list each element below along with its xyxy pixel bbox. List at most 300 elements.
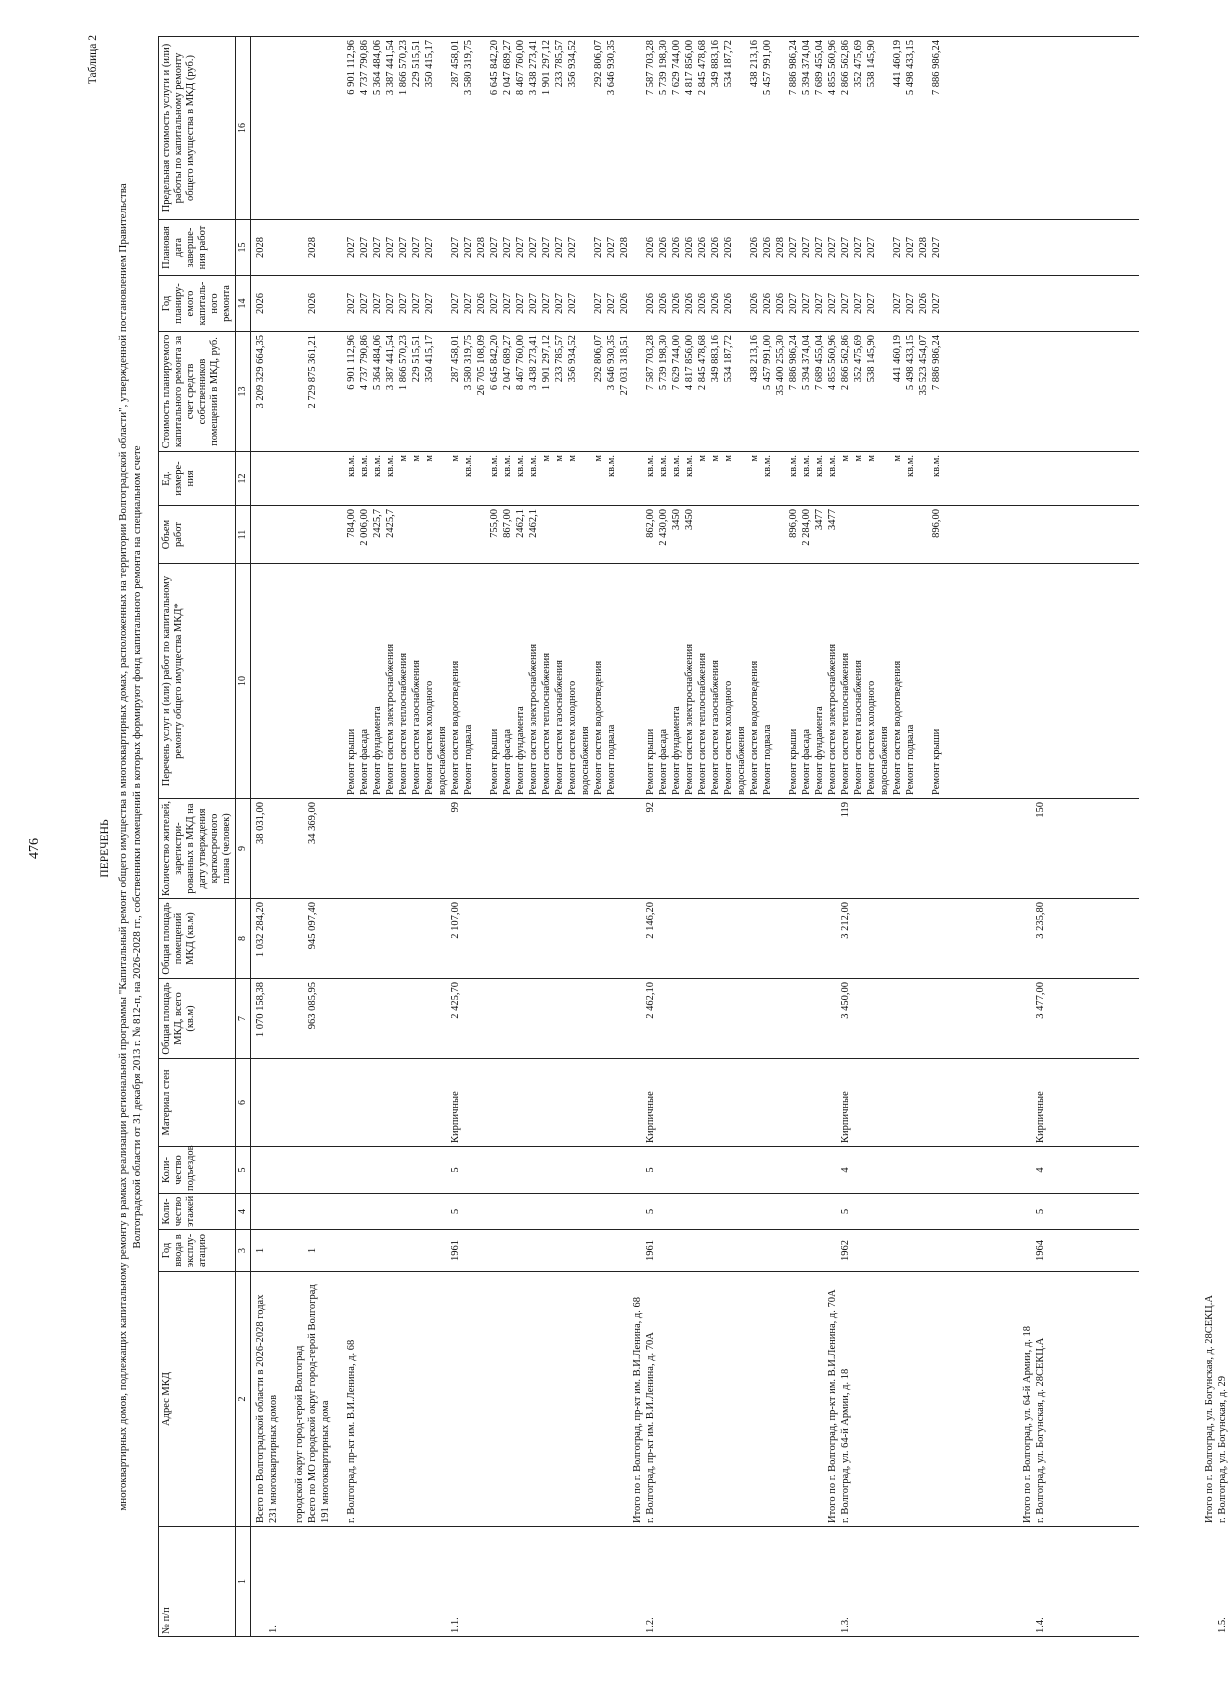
table-cell-text: 3 450,00 xyxy=(839,982,851,1019)
table-cell-text: 35 523 454,07 xyxy=(917,335,929,396)
table-cell-text: 7 689 455,04 xyxy=(813,40,825,96)
table-cell-text: 5 xyxy=(644,1167,656,1173)
table-cell-text: 755,00 xyxy=(488,509,500,538)
table-cell-text: 3 438 273,41 xyxy=(527,335,539,391)
table-cell-text: 229 515,51 xyxy=(410,335,422,383)
column-total-area xyxy=(250,979,1139,1059)
document-title: ПЕРЕЧЕНЬ xyxy=(99,819,111,878)
table-cell-text: 7 587 703,28 xyxy=(644,335,656,391)
table-cell-text: г. Волгоград, ул. Богунская, д. 29 xyxy=(1216,1376,1228,1523)
table-cell-text: 2026 xyxy=(748,237,760,258)
table-cell-text: 1 032 284,20 xyxy=(254,902,266,958)
table-cell-text: 2027 xyxy=(462,293,474,314)
table-cell-text: 99 xyxy=(449,802,461,813)
table-cell-text: 1961 xyxy=(644,1240,656,1261)
column-number: 7 xyxy=(236,979,251,1059)
column-number: 5 xyxy=(236,1147,251,1194)
column-volume xyxy=(250,506,1139,564)
table-cell-text: Всего по Волгоградской области в 2026-2028 годах xyxy=(254,1294,266,1523)
table-cell-text: 2027 xyxy=(384,237,396,258)
table-cell-text: 7 886 986,24 xyxy=(930,40,942,96)
header-cell-volume: Объем работ xyxy=(159,506,236,564)
table-cell-text: 5 xyxy=(644,1208,656,1215)
table-cell-text: Ремонт систем газоснабжения xyxy=(410,660,422,795)
table-cell-text: 5 739 198,30 xyxy=(657,40,669,96)
table-cell-text: 2026 xyxy=(306,293,318,314)
table-cell-text: кв.м. xyxy=(384,455,396,477)
table-cell-text: 2027 xyxy=(358,293,370,314)
table-cell-text: Ремонт подвала xyxy=(761,724,773,795)
table-cell-text: Ремонт систем теплоснабжения xyxy=(397,652,409,795)
table-cell-text: кв.м. xyxy=(501,455,513,477)
table-cell-text: 3450 xyxy=(683,509,695,530)
table-cell-text: 2027 xyxy=(605,237,617,258)
table-cell-text: 2 866 562,86 xyxy=(839,40,851,96)
table-cell-text: 2027 xyxy=(930,237,942,258)
table-cell-text: 352 475,69 xyxy=(852,40,864,88)
table-cell-text: 2026 xyxy=(618,293,630,314)
table-cell-text: 8 467 760,00 xyxy=(514,40,526,96)
table-cell-text: м xyxy=(852,455,864,462)
table-cell-text: м xyxy=(865,455,877,462)
table-cell-text: 2 462,10 xyxy=(644,982,656,1019)
table-cell-text: 8 467 760,00 xyxy=(514,335,526,391)
table-cell-text: 191 многоквартирных дома xyxy=(319,1400,331,1523)
table-cell-text: 3 387 441,54 xyxy=(384,40,396,96)
table-cell-text: Ремонт систем холодного xyxy=(423,680,435,795)
table-cell-text: 2027 xyxy=(891,293,903,314)
table-cell-text: 438 213,16 xyxy=(748,40,760,88)
table-cell-text: 2 006,00 xyxy=(358,509,370,546)
column-residents xyxy=(250,799,1139,899)
table-cell-text: 2026 xyxy=(761,293,773,314)
table-cell-text: 3477 xyxy=(826,509,838,530)
table-cell-text: 3 477,00 xyxy=(1034,982,1046,1019)
table-cell-text: 2027 xyxy=(527,293,539,314)
table-cell-text: Ремонт фундамента xyxy=(813,706,825,795)
table-cell-text: 2027 xyxy=(514,293,526,314)
table-cell-text: 2028 xyxy=(306,237,318,258)
table-cell-text: 2027 xyxy=(930,293,942,314)
table-cell-text: 2027 xyxy=(371,237,383,258)
table-cell-text: 6 901 112,96 xyxy=(345,40,357,95)
table-cell-text: м xyxy=(592,455,604,462)
table-cell-text: 2028 xyxy=(254,237,266,258)
table-cell-text: городской округ город-герой Волгоград xyxy=(293,1345,305,1523)
table-cell-text: 5 xyxy=(839,1208,851,1215)
table-cell-text: 534 187,72 xyxy=(722,40,734,88)
header-cell-unit: Ед. измере-ния xyxy=(159,452,236,506)
table-cell-text: Итого по г. Волгоград, пр-кт им. В.И.Ленина, д. 68 xyxy=(631,1297,643,1523)
table-cell-text: 2027 xyxy=(800,237,812,258)
table-cell-text: кв.м. xyxy=(605,455,617,477)
table-cell-text: 233 785,57 xyxy=(553,335,565,383)
table-cell-text: 34 369,00 xyxy=(306,802,318,844)
table-cell-text: кв.м. xyxy=(761,455,773,477)
table-cell-text: 350 415,17 xyxy=(423,40,435,88)
table-cell-text: Кирпичные xyxy=(839,1091,851,1143)
table-cell-text: Ремонт фасада xyxy=(501,728,513,795)
table-cell-text: 2 729 875 361,21 xyxy=(306,335,318,409)
column-end-date xyxy=(250,220,1139,276)
table-cell-text: 2028 xyxy=(475,237,487,258)
table-cell-text: 3 438 273,41 xyxy=(527,40,539,96)
table-cell-text: 534 187,72 xyxy=(722,335,734,383)
table-cell-text: м xyxy=(696,455,708,462)
table-cell-text: 2027 xyxy=(826,293,838,314)
table-cell-text: 438 213,16 xyxy=(748,335,760,383)
table-cell-text: Ремонт систем холодного xyxy=(566,680,578,795)
table-cell-text: Кирпичные xyxy=(1034,1091,1046,1143)
table-cell-text: 2026 xyxy=(475,293,487,314)
table-cell-text: 2028 xyxy=(774,237,786,258)
column-number: 6 xyxy=(236,1059,251,1147)
table-cell-text: 287 458,01 xyxy=(449,335,461,383)
table-cell-text: 2 845 478,68 xyxy=(696,40,708,96)
header-cell-num: № п/п xyxy=(159,1527,236,1637)
table-cell-text: м xyxy=(891,455,903,462)
table-cell-text: 4 737 790,86 xyxy=(358,335,370,391)
table-cell-text: кв.м. xyxy=(345,455,357,477)
table-cell-text: 2027 xyxy=(553,293,565,314)
column-floors xyxy=(250,1194,1139,1230)
table-cell-text: м xyxy=(566,455,578,462)
table-cell-text: м xyxy=(553,455,565,462)
header-cell-end-date: Плановая дата заверше-ния работ xyxy=(159,220,236,276)
table-cell-text: 2 866 562,86 xyxy=(839,335,851,391)
table-cell-text: 1 866 570,23 xyxy=(397,40,409,96)
table-cell-text: 5 364 484,06 xyxy=(371,335,383,391)
table-cell-text: 35 400 255,30 xyxy=(774,335,786,396)
table-body-row xyxy=(250,37,1139,1637)
table-cell-text: 538 145,90 xyxy=(865,335,877,383)
table-cell-text: 356 934,52 xyxy=(566,40,578,88)
mkd-list-table xyxy=(158,36,1228,1637)
table-cell-text: 92 xyxy=(644,802,656,813)
table-cell-text: 2026 xyxy=(644,293,656,314)
column-num xyxy=(250,1527,1228,1637)
table-cell-text: Кирпичные xyxy=(449,1091,461,1143)
table-cell-text: м xyxy=(709,455,721,462)
document-subtitle-line-2: Волгоградской области от 31 декабря 2013 г. № 812-п, на 2026-2028 гг., собственники помещений в которых формируют фонд капитального ремонта на специальном счете xyxy=(131,445,143,1249)
table-cell-text: Ремонт фасада xyxy=(800,728,812,795)
table-cell-text: 2026 xyxy=(722,237,734,258)
table-cell-text: Ремонт подвала xyxy=(462,724,474,795)
table-cell-text: 945 097,40 xyxy=(306,902,318,950)
table-cell-text: 2027 xyxy=(501,293,513,314)
table-cell-text: 4 855 560,96 xyxy=(826,40,838,96)
table-cell-text: 2027 xyxy=(813,293,825,314)
header-cell-cost: Стоимость планируемого капитального ремонта за счет средств собственников помещений в МКД, руб. xyxy=(159,332,236,452)
table-cell-text: 2027 xyxy=(345,293,357,314)
table-cell-text: 2027 xyxy=(449,237,461,258)
table-cell-text: г. Волгоград, ул. Богунская, д. 28СЕКЦ.А xyxy=(1034,1337,1046,1523)
table-cell-text: 2026 xyxy=(696,237,708,258)
table-cell-text: 2026 xyxy=(748,293,760,314)
table-cell-text: 2 047 689,27 xyxy=(501,335,513,391)
column-number-row xyxy=(236,37,251,1637)
table-cell-text: 1 901 297,12 xyxy=(540,335,552,391)
table-cell-text: кв.м. xyxy=(904,455,916,477)
table-cell-text: 2027 xyxy=(566,293,578,314)
column-number: 8 xyxy=(236,899,251,979)
table-cell-text: 6 645 842,20 xyxy=(488,40,500,96)
table-cell-text: 2027 xyxy=(852,293,864,314)
table-cell-text: Ремонт крыши xyxy=(488,728,500,795)
table-cell-text: 6 901 112,96 xyxy=(345,335,357,390)
column-number: 4 xyxy=(236,1194,251,1230)
table-cell-text: 7 689 455,04 xyxy=(813,335,825,391)
table-cell-text: 2028 xyxy=(618,237,630,258)
table-cell-text: Ремонт систем газоснабжения xyxy=(553,660,565,795)
table-cell-text: 2027 xyxy=(514,237,526,258)
column-number: 1 xyxy=(236,1527,251,1637)
column-address xyxy=(250,1272,1228,1527)
table-cell-text: 5 498 433,15 xyxy=(904,335,916,391)
table-cell-text: Ремонт систем электроснабжения xyxy=(527,643,539,795)
table-cell-text: 1.5. xyxy=(1216,1617,1228,1633)
column-number: 3 xyxy=(236,1230,251,1272)
column-number: 15 xyxy=(236,220,251,276)
table-cell-text: 7 886 986,24 xyxy=(787,335,799,391)
table-cell-text: 896,00 xyxy=(930,509,942,538)
page-number: 476 xyxy=(27,838,42,859)
column-year xyxy=(250,1230,1139,1272)
table-cell-text: 2 430,00 xyxy=(657,509,669,546)
column-entrances xyxy=(250,1147,1139,1194)
document-subtitle-line-1: многоквартирных домов, подлежащих капитальному ремонту в рамках реализации региональной программы "Капитальный ремонт общего имущества в многоквартирных домах, расположенных на территории Волгоградской области", утвержденной постановлением Правительства xyxy=(117,183,129,1511)
table-cell-text: 2026 xyxy=(657,237,669,258)
table-cell-text: м xyxy=(423,455,435,462)
table-cell-text: 2027 xyxy=(371,293,383,314)
table-cell-text: 2027 xyxy=(345,237,357,258)
table-cell-text: кв.м. xyxy=(683,455,695,477)
table-cell-text: Ремонт систем теплоснабжения xyxy=(696,652,708,795)
table-cell-text: 7 886 986,24 xyxy=(787,40,799,96)
table-cell-text: 2027 xyxy=(839,293,851,314)
table-cell-text: кв.м. xyxy=(644,455,656,477)
table-cell-text: Ремонт подвала xyxy=(904,724,916,795)
table-cell-text: 1964 xyxy=(1034,1240,1046,1261)
table-cell-text: м xyxy=(540,455,552,462)
table-cell-text: 2026 xyxy=(683,237,695,258)
header-cell-year: Год ввода в эксплу-атацию xyxy=(159,1230,236,1272)
table-cell-text: 5 498 433,15 xyxy=(904,40,916,96)
table-cell-text: Ремонт систем водоотведения xyxy=(891,660,903,795)
column-max-cost xyxy=(250,37,1139,220)
column-number: 14 xyxy=(236,276,251,332)
table-label: Таблица 2 xyxy=(87,35,99,85)
table-cell-text: 4 817 856,00 xyxy=(683,335,695,391)
table-cell-text: 7 629 744,00 xyxy=(670,335,682,391)
table-cell-text: 867,00 xyxy=(501,509,513,538)
table-cell-text: кв.м. xyxy=(826,455,838,477)
table-cell-text: 2026 xyxy=(917,293,929,314)
table-cell-text: 3 646 930,35 xyxy=(605,40,617,96)
header-cell-address: Адрес МКД xyxy=(159,1272,236,1527)
table-cell-text: 4 xyxy=(1034,1167,1046,1173)
table-cell-text: Ремонт крыши xyxy=(644,728,656,795)
table-cell-text: 2027 xyxy=(592,237,604,258)
table-cell-text: водоснабжения xyxy=(579,726,591,795)
table-cell-text: 1 xyxy=(254,1247,266,1254)
table-cell-text: 2027 xyxy=(787,237,799,258)
table-cell-text: 538 145,90 xyxy=(865,40,877,88)
table-cell-text: 2 425,70 xyxy=(449,982,461,1019)
table-cell-text: 1.2. xyxy=(644,1617,656,1633)
table-cell-text: кв.м. xyxy=(787,455,799,477)
table-cell-text: 2027 xyxy=(410,237,422,258)
table-cell-text: 3 580 319,75 xyxy=(462,40,474,96)
column-repair-year xyxy=(250,276,1139,332)
header-cell-wall-material: Материал стен xyxy=(159,1059,236,1147)
table-cell-text: м xyxy=(397,455,409,462)
table-cell-text: 233 785,57 xyxy=(553,40,565,88)
table-cell-text: 2425,7 xyxy=(371,509,383,538)
table-cell-text: 2027 xyxy=(410,293,422,314)
table-cell-text: 2027 xyxy=(462,237,474,258)
table-cell-text: Ремонт фасада xyxy=(358,728,370,795)
header-cell-entrances: Коли-чество подъездов xyxy=(159,1147,236,1194)
table-cell-text: 1 070 158,38 xyxy=(254,982,266,1038)
table-cell-text: Ремонт подвала xyxy=(605,724,617,795)
table-cell-text: 2026 xyxy=(670,293,682,314)
table-cell-text: 2027 xyxy=(488,293,500,314)
table-cell-text: кв.м. xyxy=(514,455,526,477)
table-cell-text: г. Волгоград, пр-кт им. В.И.Ленина, д. 68 xyxy=(345,1339,357,1523)
table-cell-text: 2027 xyxy=(501,237,513,258)
header-cell-total-area: Общая площадь МКД, всего (кв.м) xyxy=(159,979,236,1059)
table-cell-text: Итого по г. Волгоград, ул. Богунская, д. 28СЕКЦ.А xyxy=(1203,1295,1215,1523)
table-cell-text: 784,00 xyxy=(345,509,357,538)
table-cell-text: 2026 xyxy=(709,293,721,314)
table-cell-text: 349 883,16 xyxy=(709,40,721,88)
table-cell-text: Ремонт систем электроснабжения xyxy=(826,643,838,795)
table-cell-text: Ремонт фундамента xyxy=(670,706,682,795)
table-cell-text: 2026 xyxy=(761,237,773,258)
table-cell-text: 3 209 329 664,35 xyxy=(254,335,266,409)
table-cell-text: 2425,7 xyxy=(384,509,396,538)
table-cell-text: 2027 xyxy=(397,293,409,314)
table-cell-text: 7 886 986,24 xyxy=(930,335,942,391)
header-cell-floors: Коли-чество этажей xyxy=(159,1194,236,1230)
table-cell-text: 352 475,69 xyxy=(852,335,864,383)
table-cell-text: Кирпичные xyxy=(644,1091,656,1143)
column-unit xyxy=(250,452,1139,506)
table-cell-text: 2027 xyxy=(865,293,877,314)
column-works xyxy=(250,564,1139,799)
table-cell-text: водоснабжения xyxy=(735,726,747,795)
table-cell-text: 2 047 689,27 xyxy=(501,40,513,96)
table-cell-text: 7 629 744,00 xyxy=(670,40,682,96)
table-cell-text: 3 580 319,75 xyxy=(462,335,474,391)
table-cell-text: г. Волгоград, ул. 64-й Армии, д. 18 xyxy=(839,1368,851,1523)
table-cell-text: 3477 xyxy=(813,509,825,530)
table-cell-text: Ремонт крыши xyxy=(787,728,799,795)
header-cell-max-cost: Предельная стоимость услуги и (или) работы по капитальному ремонту общего имущества в МКД (руб.) xyxy=(159,37,236,220)
table-cell-text: 1. xyxy=(267,1625,279,1633)
table-cell-text: 2026 xyxy=(696,293,708,314)
table-cell-text: 5 xyxy=(449,1167,461,1173)
table-cell-text: Ремонт крыши xyxy=(345,728,357,795)
table-cell-text: 4 737 790,86 xyxy=(358,40,370,96)
table-cell-text: 2026 xyxy=(722,293,734,314)
table-cell-text: 963 085,95 xyxy=(306,982,318,1030)
table-cell-text: 1.1. xyxy=(449,1617,461,1633)
column-wall-material xyxy=(250,1059,1139,1147)
table-cell-text: 1962 xyxy=(839,1240,851,1261)
table-cell-text: 2027 xyxy=(826,237,838,258)
table-cell-text: Ремонт систем электроснабжения xyxy=(384,643,396,795)
table-cell-text: 2027 xyxy=(540,293,552,314)
table-cell-text: 2027 xyxy=(553,237,565,258)
table-cell-text: 2027 xyxy=(865,237,877,258)
column-number: 13 xyxy=(236,332,251,452)
table-cell-text: м xyxy=(449,455,461,462)
table-cell-text: Ремонт фундамента xyxy=(371,706,383,795)
table-cell-text: 2 107,00 xyxy=(449,902,461,939)
table-cell-text: 5 364 484,06 xyxy=(371,40,383,96)
table-cell-text: м xyxy=(748,455,760,462)
table-cell-text: 2027 xyxy=(488,237,500,258)
table-cell-text: 2027 xyxy=(800,293,812,314)
table-cell-text: м xyxy=(722,455,734,462)
table-cell-text: 6 645 842,20 xyxy=(488,335,500,391)
column-cost xyxy=(250,332,1139,452)
table-cell-text: 896,00 xyxy=(787,509,799,538)
table-cell-text: 5 xyxy=(1034,1208,1046,1215)
table-cell-text: кв.м. xyxy=(670,455,682,477)
table-cell-text: 4 817 856,00 xyxy=(683,40,695,96)
table-cell-text: 2027 xyxy=(449,293,461,314)
table-cell-text: кв.м. xyxy=(358,455,370,477)
table-cell-text: 287 458,01 xyxy=(449,40,461,88)
table-cell-text: 2028 xyxy=(917,237,929,258)
table-cell-text: 2027 xyxy=(839,237,851,258)
table-cell-text: 2027 xyxy=(423,237,435,258)
table-cell-text: Ремонт систем электроснабжения xyxy=(683,643,695,795)
table-cell-text: 2026 xyxy=(774,293,786,314)
table-cell-text: 1.3. xyxy=(839,1617,851,1633)
table-cell-text: 292 806,07 xyxy=(592,40,604,88)
table-cell-text: 5 xyxy=(449,1208,461,1215)
table-cell-text: 2 845 478,68 xyxy=(696,335,708,391)
table-cell-text: Ремонт систем газоснабжения xyxy=(709,660,721,795)
table-cell-text: 2027 xyxy=(423,293,435,314)
table-cell-text: кв.м. xyxy=(657,455,669,477)
table-cell-text: 119 xyxy=(839,802,851,818)
table-cell-text: 2027 xyxy=(358,237,370,258)
table-cell-text: Ремонт систем водоотведения xyxy=(449,660,461,795)
header-cell-repair-year: Год планиру-емого капиталь-ного ремонта xyxy=(159,276,236,332)
table-cell-text: 2027 xyxy=(891,237,903,258)
table-cell-text: Ремонт систем теплоснабжения xyxy=(540,652,552,795)
table-cell-text: 2027 xyxy=(527,237,539,258)
table-cell-text: кв.м. xyxy=(371,455,383,477)
table-cell-text: Ремонт систем водоотведения xyxy=(592,660,604,795)
table-cell-text: 3 212,00 xyxy=(839,902,851,939)
table-cell-text: 1 xyxy=(306,1247,318,1254)
table-cell-text: 350 415,17 xyxy=(423,335,435,383)
table-cell-text: кв.м. xyxy=(800,455,812,477)
table-cell-text: г. Волгоград, пр-кт им. В.И.Ленина, д. 70А xyxy=(644,1332,656,1523)
table-cell-text: 27 031 318,51 xyxy=(618,335,630,396)
table-cell-text: 2027 xyxy=(397,237,409,258)
table-cell-text: 1 866 570,23 xyxy=(397,335,409,391)
table-cell-text: м xyxy=(839,455,851,462)
table-cell-text: 26 705 108,09 xyxy=(475,335,487,396)
table-cell-text: Ремонт систем газоснабжения xyxy=(852,660,864,795)
